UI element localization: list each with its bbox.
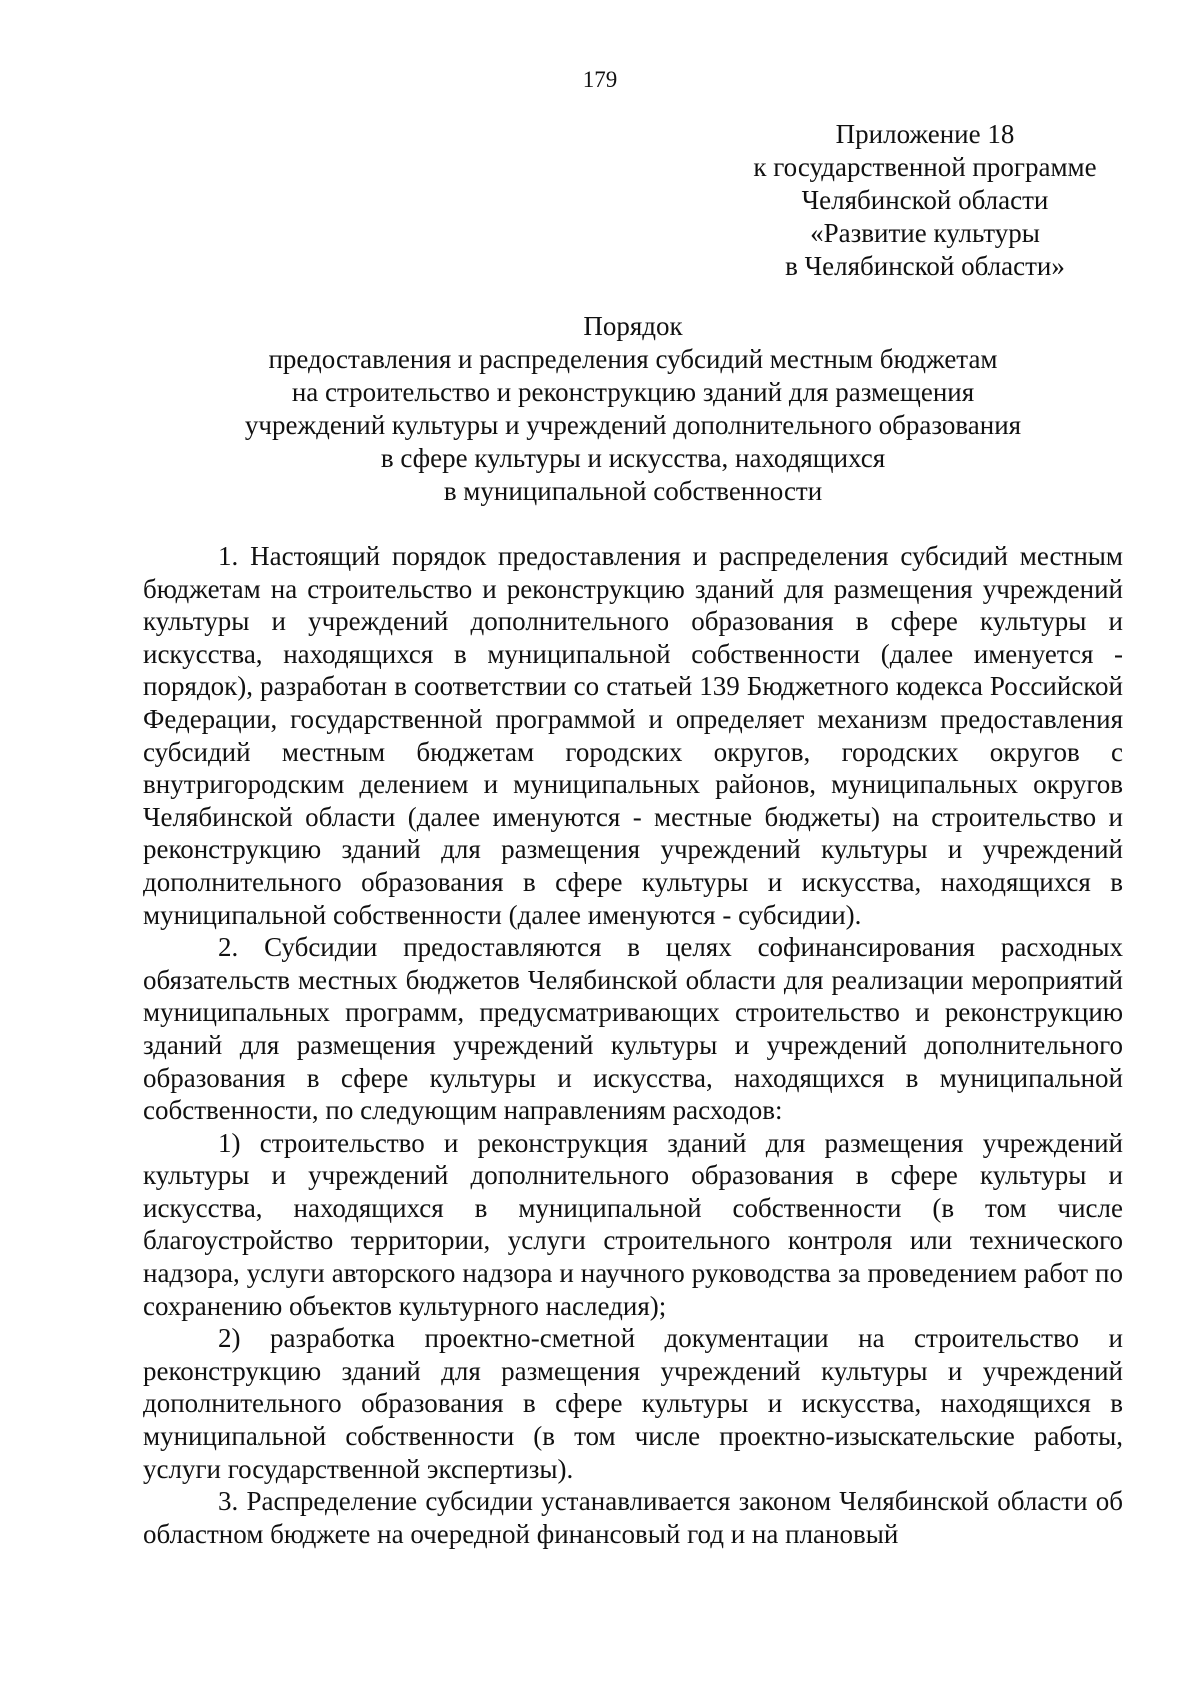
appendix-line: «Развитие культуры — [810, 218, 1040, 248]
title-line: на строительство и реконструкцию зданий для размещения — [291, 377, 975, 407]
paragraph-1: 1. Настоящий порядок предоставления и распределения субсидий местным бюджетам на строительство и реконструкцию зданий для размещения учреждений культуры и учреждений дополнительного образования в сфере культуры и искусства, находящихся в муниципальной собственности (далее именуется - порядок), разработан в соответствии со статьей 139 Бюджетного кодекса Российской Федерации, государственной программой и определяет механизм предоставления субсидий местным бюджетам городских округов, городских округов с внутригородским делением и муниципальных районов, муниципальных округов Челябинской области (далее именуются - местные бюджеты) на строительство и реконструкцию зданий для размещения учреждений культуры и учреждений дополнительного образования в сфере культуры и искусства, находящихся в муниципальной собственности (далее именуются - субсидии). — [143, 541, 1123, 930]
paragraph-2-item-2: 2) разработка проектно-сметной документации на строительство и реконструкцию зданий для размещения учреждений культуры и учреждений дополнительного образования в сфере культуры и искусства, находящихся в муниципальной собственности (в том числе проектно-изыскательские работы, услуги государственной экспертизы). — [143, 1323, 1123, 1484]
appendix-line: Приложение 18 — [835, 119, 1015, 149]
title-line: учреждений культуры и учреждений дополнительного образования — [244, 410, 1022, 440]
appendix-line: Челябинской области — [801, 185, 1049, 215]
title-heading: Порядок — [583, 311, 683, 341]
appendix-line: в Челябинской области» — [785, 251, 1065, 281]
appendix-line: к государственной программе — [753, 152, 1097, 182]
title-line: в сфере культуры и искусства, находящихся — [380, 443, 886, 473]
page-number: 179 — [582, 67, 618, 92]
appendix-reference — [725, 118, 1125, 283]
document-title — [143, 310, 1123, 508]
paragraph-2-item-1: 1) строительство и реконструкция зданий для размещения учреждений культуры и учреждений дополнительного образования в сфере культуры и искусства, находящихся в муниципальной собственности (в том числе благоустройство территории, услуги строительного контроля или технического надзора, услуги авторского надзора и научного руководства за проведением работ по сохранению объектов культурного наследия); — [143, 1127, 1123, 1321]
title-line: в муниципальной собственности — [443, 476, 823, 506]
paragraph-3: 3. Распределение субсидии устанавливается законом Челябинской области об областном бюджете на очередной финансовый год и на плановый — [143, 1486, 1123, 1549]
title-line: предоставления и распределения субсидий местным бюджетам — [268, 344, 998, 374]
document-body — [143, 540, 1123, 1550]
paragraph-2: 2. Субсидии предоставляются в целях софинансирования расходных обязательств местных бюджетов Челябинской области для реализации мероприятий муниципальных программ, предусматривающих строительство и реконструкцию зданий для размещения учреждений культуры и учреждений дополнительного образования в сфере культуры и искусства, находящихся в муниципальной собственности, по следующим направлениям расходов: — [143, 932, 1123, 1126]
